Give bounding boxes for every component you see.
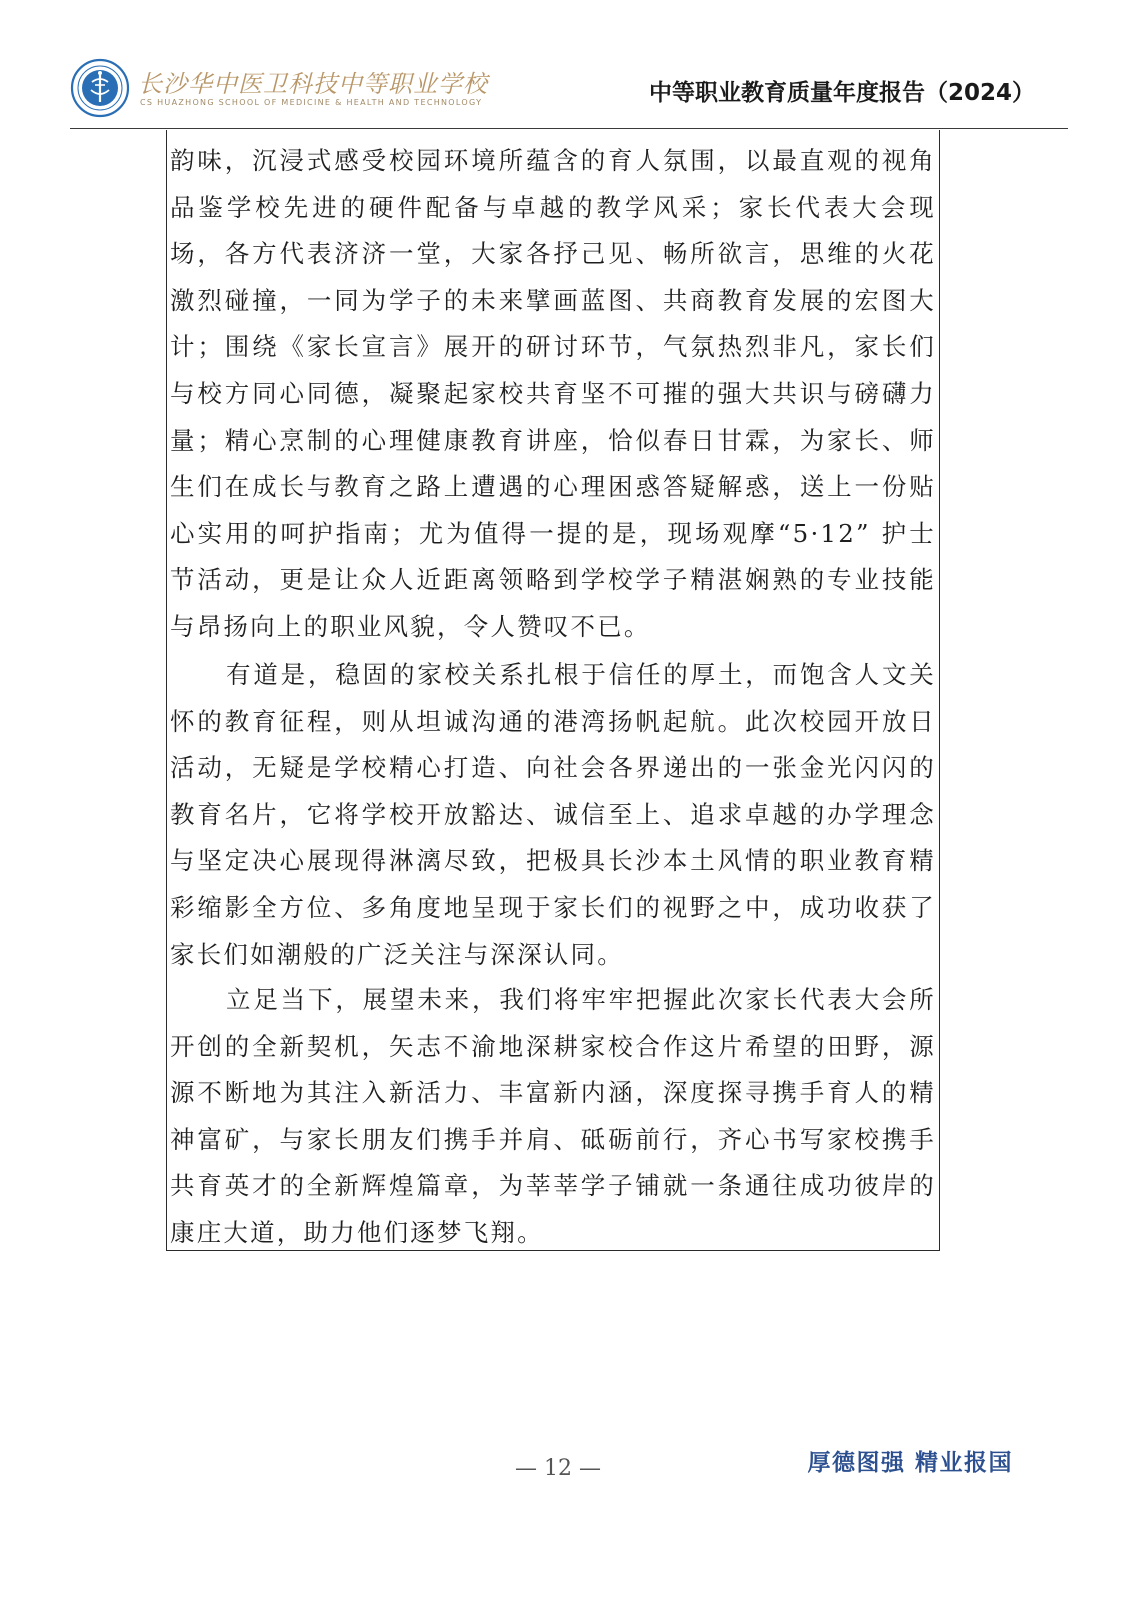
school-name-english: CS HUAZHONG SCHOOL OF MEDICINE & HEALTH AND TECHNOLOGY <box>140 98 483 107</box>
school-name: 长沙华中医卫科技中等职业学校 <box>138 70 488 98</box>
page-header <box>0 0 1131 130</box>
page-number: — 12 — <box>515 1456 601 1481</box>
school-emblem-icon <box>70 58 130 118</box>
report-title: 中等职业教育质量年度报告（2024） <box>648 80 1035 106</box>
paragraph-1: 韵味，沉浸式感受校园环境所蕴含的育人氛围，以最直观的视角品鉴学校先进的硬件配备与卓越的教学风采；家长代表大会现场，各方代表济济一堂，大家各抒己见、畅所欲言，思维的火花激烈碰撞，一同为学子的未来擘画蓝图、共商教育发展的宏图大计；围绕《家长宣言》展开的研讨环节，气氛热烈非凡，家长们与校方同心同德，凝聚起家校共育坚不可摧的强大共识与磅礴力量；精心烹制的心理健康教育讲座，恰似春日甘霖，为家长、师生们在成长与教育之路上遭遇的心理困惑答疑解惑，送上一份贴心实用的呵护指南；尤为值得一提的是，现场观摩“5·12” 护士节活动，更是让众人近距离领略到学校学子精湛娴熟的专业技能与昂扬向上的职业风貌，令人赞叹不已。 <box>170 146 936 641</box>
school-motto: 厚德图强 精业报国 <box>807 1450 1013 1476</box>
header-divider <box>70 128 1068 129</box>
paragraph-3: 立足当下，展望未来，我们将牢牢把握此次家长代表大会所开创的全新契机，矢志不渝地深耕家校合作这片希望的田野，源源不断地为其注入新活力、丰富新内涵，深度探寻携手育人的精神富矿，与家长朋友们携手并肩、砥砺前行，齐心书写家校携手共育英才的全新辉煌篇章，为莘莘学子铺就一条通往成功彼岸的康庄大道，助力他们逐梦飞翔。 <box>170 985 936 1247</box>
paragraph-2: 有道是，稳固的家校关系扎根于信任的厚土，而饱含人文关怀的教育征程，则从坦诚沟通的港湾扬帆起航。此次校园开放日活动，无疑是学校精心打造、向社会各界递出的一张金光闪闪的教育名片，它将学校开放豁达、诚信至上、追求卓越的办学理念与坚定决心展现得淋漓尽致，把极具长沙本土风情的职业教育精彩缩影全方位、多角度地呈现于家长们的视野之中，成功收获了家长们如潮般的广泛关注与深深认同。 <box>170 660 936 969</box>
